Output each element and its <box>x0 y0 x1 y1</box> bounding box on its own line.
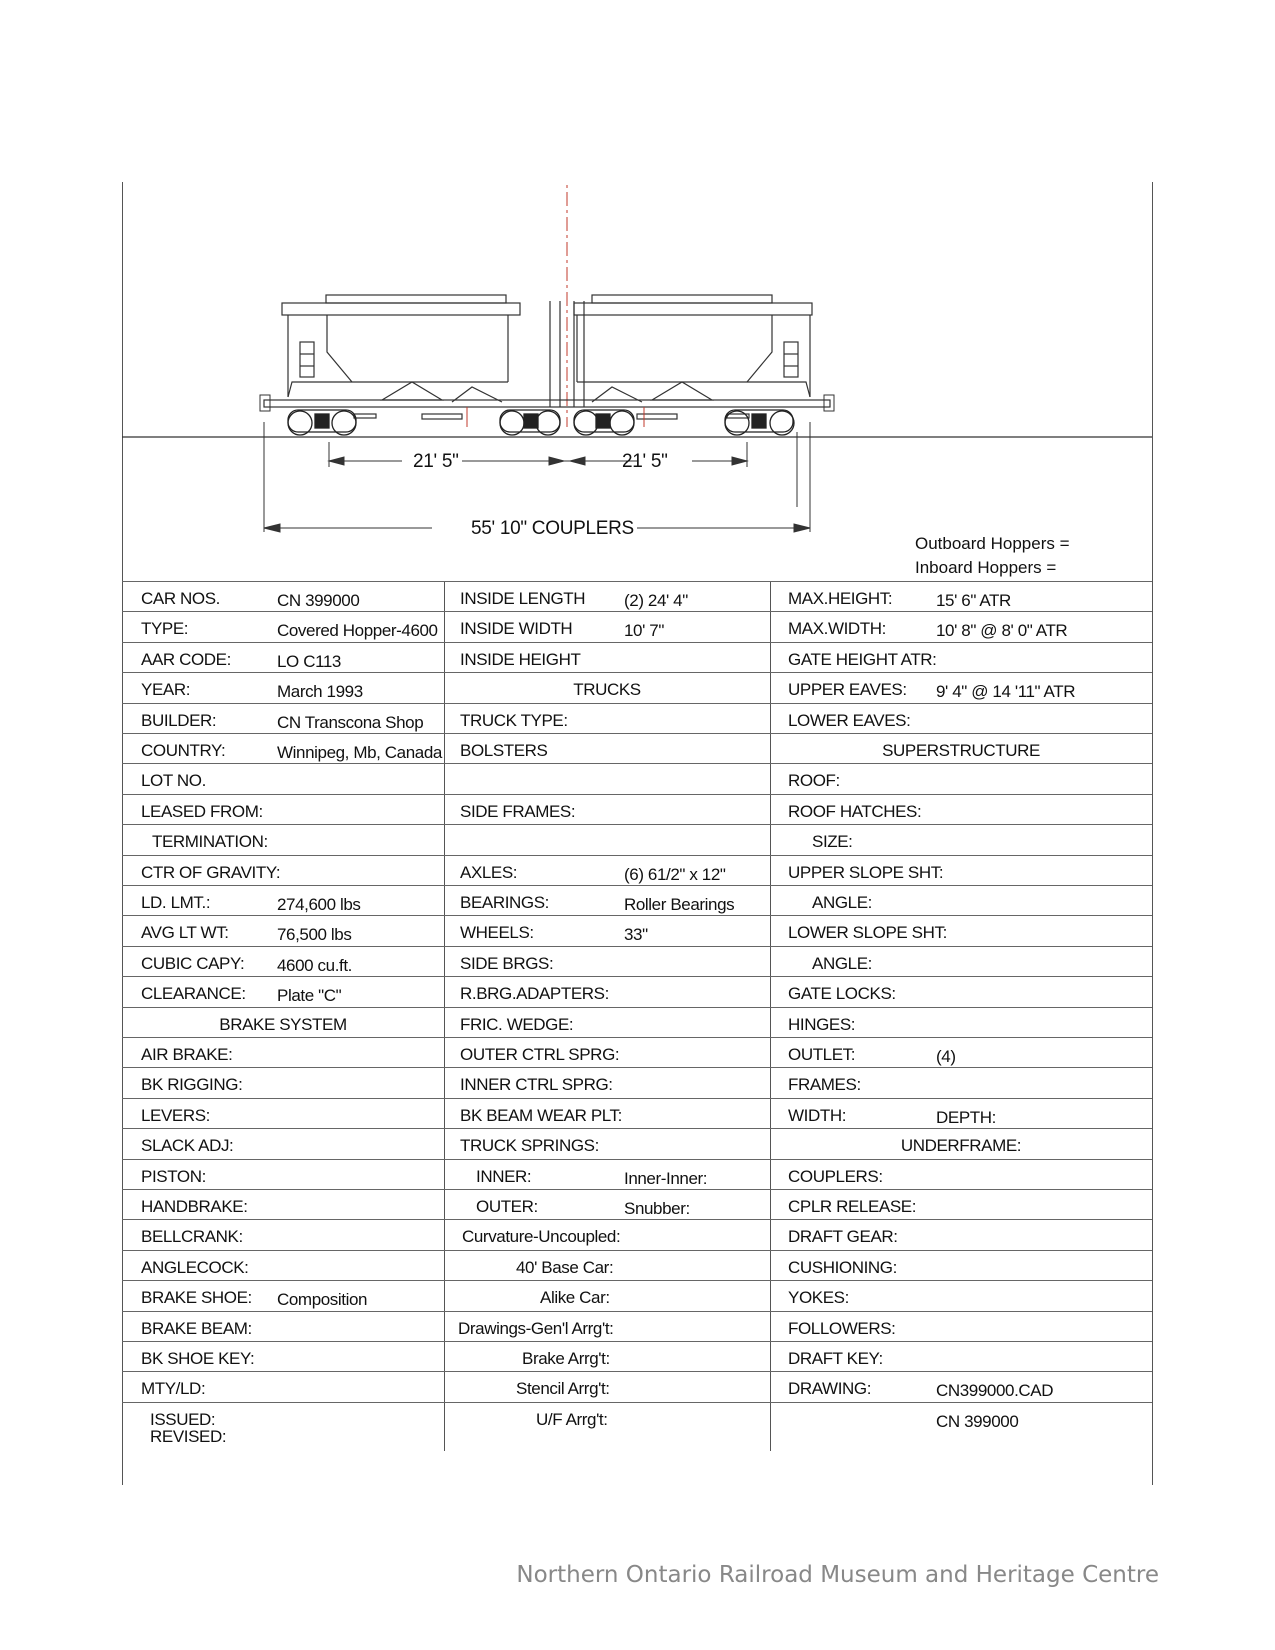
spec-label: HINGES: <box>788 1014 856 1034</box>
spec-label: OUTER CTRL SPRG: <box>460 1045 620 1064</box>
spec-label: LD. LMT.: <box>141 893 211 912</box>
spec-label: BELLCRANK: <box>141 1227 243 1247</box>
table-cell <box>444 856 770 887</box>
table-cell <box>770 1220 1152 1251</box>
spec-label: ANGLE: <box>812 893 872 912</box>
table-cell <box>122 643 444 674</box>
spec-label: MAX.HEIGHT: <box>788 589 893 608</box>
table-cell <box>444 886 770 917</box>
spec-label: INNER: <box>476 1166 532 1186</box>
spec-label: AIR BRAKE: <box>141 1045 233 1064</box>
table-row <box>122 1219 1152 1251</box>
spec-label: AXLES: <box>460 862 518 882</box>
spec-label: DRAWING: <box>788 1379 872 1399</box>
spec-label: INNER CTRL SPRG: <box>460 1075 613 1095</box>
table-row <box>122 1311 1152 1343</box>
spec-label: 40' Base Car: <box>516 1257 614 1277</box>
table-cell <box>122 1251 444 1282</box>
table-cell <box>770 1129 1152 1160</box>
spec-label: CPLR RELEASE: <box>788 1197 917 1216</box>
spec-label: UPPER SLOPE SHT: <box>788 862 944 882</box>
table-cell <box>770 856 1152 887</box>
table-cell <box>122 886 444 917</box>
table-cell <box>444 825 770 856</box>
spec-value: Inner-Inner: <box>624 1168 708 1188</box>
table-row <box>122 1402 1152 1434</box>
spec-label: UNDERFRAME: <box>900 1136 1022 1156</box>
spec-label: Alike Car: <box>540 1288 610 1308</box>
spec-label: BK RIGGING: <box>141 1075 243 1095</box>
spec-label: YEAR: <box>141 680 191 700</box>
table-cell <box>444 1342 770 1373</box>
spec-value: 4600 cu.ft. <box>277 955 352 975</box>
table-row <box>122 1067 1152 1099</box>
table-row <box>122 794 1152 826</box>
spec-label: LEASED FROM: <box>141 801 263 821</box>
table-row <box>122 976 1152 1008</box>
spec-label: PISTON: <box>141 1166 206 1186</box>
spec-label: ANGLE: <box>812 953 872 973</box>
table-row <box>122 824 1152 856</box>
spec-label: CLEARANCE: <box>141 984 246 1004</box>
table-cell <box>770 825 1152 856</box>
spec-label: SIDE BRGS: <box>460 953 554 973</box>
table-cell <box>444 977 770 1008</box>
table-row <box>122 1341 1152 1373</box>
spec-label: BOLSTERS <box>460 741 548 760</box>
spec-label: WIDTH: <box>788 1105 847 1125</box>
spec-sheet <box>122 182 1152 1485</box>
table-row <box>122 1037 1152 1069</box>
table-cell <box>444 1251 770 1282</box>
table-cell <box>444 1403 770 1434</box>
spec-label: HANDBRAKE: <box>141 1197 248 1216</box>
spec-label: BRAKE SYSTEM <box>219 1014 347 1034</box>
table-cell <box>122 1220 444 1251</box>
table-cell <box>122 582 444 613</box>
spec-value: Snubber: <box>624 1199 690 1218</box>
spec-label: REVISED: <box>150 1427 227 1447</box>
table-row <box>122 1098 1152 1130</box>
table-cell <box>122 825 444 856</box>
table-cell <box>444 1038 770 1069</box>
dimension-left-truck: 21' 5" <box>413 451 459 472</box>
spec-label: GATE HEIGHT ATR: <box>788 649 937 669</box>
table-cell <box>444 916 770 947</box>
spec-value: 33" <box>624 925 648 945</box>
table-cell <box>122 795 444 826</box>
spec-label: ROOF: <box>788 771 840 791</box>
hopper-car-svg <box>122 182 1152 582</box>
spec-label: TERMINATION: <box>152 832 268 852</box>
spec-value: DEPTH: <box>936 1107 996 1127</box>
table-cell <box>770 1038 1152 1069</box>
spec-value: 15' 6" ATR <box>936 591 1011 610</box>
spec-label: MTY/LD: <box>141 1379 206 1399</box>
car-elevation-drawing <box>122 182 1152 582</box>
spec-label: Curvature-Uncoupled: <box>462 1227 621 1247</box>
table-row <box>122 1007 1152 1039</box>
table-cell <box>770 1281 1152 1312</box>
spec-value: (2) 24' 4" <box>624 591 688 610</box>
table-cell <box>770 764 1152 795</box>
table-row <box>122 946 1152 978</box>
table-top-rule <box>122 581 1152 582</box>
spec-label: UPPER EAVES: <box>788 680 907 700</box>
table-cell <box>770 916 1152 947</box>
spec-label: CAR NOS. <box>141 589 220 608</box>
table-cell <box>444 704 770 735</box>
spec-label: AVG LT WT: <box>141 923 229 943</box>
table-cell <box>122 1342 444 1373</box>
spec-label: U/F Arrg't: <box>536 1409 608 1429</box>
table-cell <box>770 1342 1152 1373</box>
spec-label: BUILDER: <box>141 710 217 730</box>
spec-label: Drawings-Gen'l Arrg't: <box>458 1318 614 1338</box>
spec-label: SUPERSTRUCTURE <box>882 741 1040 760</box>
table-row <box>122 885 1152 917</box>
spec-label: MAX.WIDTH: <box>788 619 886 639</box>
spec-label: LOWER EAVES: <box>788 710 911 730</box>
spec-label: LOT NO. <box>141 771 206 791</box>
table-cell <box>444 1099 770 1130</box>
table-cell <box>122 1129 444 1160</box>
table-row <box>122 733 1152 765</box>
table-cell <box>770 1160 1152 1191</box>
spec-label: ROOF HATCHES: <box>788 801 922 821</box>
spec-label: LOWER SLOPE SHT: <box>788 923 947 943</box>
spec-label: INSIDE WIDTH <box>460 619 573 639</box>
table-cell <box>770 1251 1152 1282</box>
spec-value: Roller Bearings <box>624 895 735 914</box>
table-row <box>122 1280 1152 1312</box>
table-cell <box>122 1312 444 1343</box>
table-cell <box>770 673 1152 704</box>
spec-label: TRUCKS <box>573 680 641 700</box>
spec-value: 10' 7" <box>624 621 664 641</box>
spec-label: BK SHOE KEY: <box>141 1349 255 1368</box>
table-row <box>122 672 1152 704</box>
table-cell <box>444 1312 770 1343</box>
spec-label: OUTER: <box>476 1197 538 1216</box>
table-cell <box>122 673 444 704</box>
table-row <box>122 1250 1152 1282</box>
table-cell <box>444 1160 770 1191</box>
spec-value: CN Transcona Shop <box>277 712 424 732</box>
table-row <box>122 642 1152 674</box>
spec-label: FRIC. WEDGE: <box>460 1014 574 1034</box>
table-cell <box>770 886 1152 917</box>
dimension-couplers: 55' 10" COUPLERS <box>471 518 634 539</box>
table-row <box>122 581 1152 613</box>
spec-label: COUNTRY: <box>141 741 226 760</box>
spec-label: Stencil Arrg't: <box>516 1379 610 1399</box>
spec-label: SIDE FRAMES: <box>460 801 576 821</box>
spec-value: (4) <box>936 1047 956 1066</box>
spec-value: Composition <box>277 1290 368 1310</box>
spec-value: 76,500 lbs <box>277 925 352 945</box>
spec-label: BEARINGS: <box>460 893 549 912</box>
spec-label: CTR OF GRAVITY: <box>141 862 281 882</box>
spec-label: FOLLOWERS: <box>788 1318 896 1338</box>
table-cell <box>444 1372 770 1403</box>
table-cell <box>444 795 770 826</box>
table-cell <box>122 1372 444 1403</box>
spec-value: CN 399000 <box>277 591 360 610</box>
table-cell <box>770 643 1152 674</box>
table-cell <box>770 612 1152 643</box>
spec-label: DRAFT KEY: <box>788 1349 883 1368</box>
table-cell <box>770 1099 1152 1130</box>
table-cell <box>770 1008 1152 1039</box>
spec-label: SIZE: <box>812 832 853 852</box>
spec-label: OUTLET: <box>788 1045 856 1064</box>
table-cell <box>770 795 1152 826</box>
table-cell <box>122 947 444 978</box>
table-cell <box>444 612 770 643</box>
table-cell <box>444 1129 770 1160</box>
spec-value: (6) 61/2" x 12" <box>624 864 726 884</box>
table-cell <box>122 1038 444 1069</box>
spec-label: SLACK ADJ: <box>141 1136 234 1156</box>
table-row <box>122 763 1152 795</box>
spec-label: BRAKE BEAM: <box>141 1318 252 1338</box>
spec-label: BRAKE SHOE: <box>141 1288 252 1308</box>
table-cell <box>444 1190 770 1221</box>
spec-label: TYPE: <box>141 619 189 639</box>
table-cell <box>444 1008 770 1039</box>
table-cell <box>770 1068 1152 1099</box>
dimension-right-truck: 21' 5" <box>622 451 668 472</box>
spec-label: AAR CODE: <box>141 649 231 669</box>
spec-label: INSIDE HEIGHT <box>460 649 581 669</box>
table-row <box>122 1189 1152 1221</box>
table-cell <box>122 1281 444 1312</box>
table-cell <box>770 1403 1152 1434</box>
spec-label: TRUCK SPRINGS: <box>460 1136 599 1156</box>
spec-value: Covered Hopper-4600 <box>277 621 438 641</box>
hopper-note <box>915 532 1070 580</box>
table-row <box>122 611 1152 643</box>
table-cell <box>444 764 770 795</box>
table-cell <box>444 1068 770 1099</box>
spec-label: WHEELS: <box>460 923 534 943</box>
table-cell <box>770 734 1152 765</box>
spec-label: CUBIC CAPY: <box>141 953 245 973</box>
table-cell <box>444 734 770 765</box>
spec-label: Brake Arrg't: <box>522 1349 610 1368</box>
spec-label: GATE LOCKS: <box>788 984 896 1004</box>
inboard-hoppers: Inboard Hoppers = <box>915 558 1057 577</box>
table-row <box>122 1371 1152 1403</box>
spec-value: 274,600 lbs <box>277 895 361 914</box>
museum-credit: Northern Ontario Railroad Museum and Heritage Centre <box>516 1562 1159 1588</box>
table-cell <box>444 673 770 704</box>
table-cell <box>444 582 770 613</box>
table-cell <box>770 947 1152 978</box>
spec-label: CUSHIONING: <box>788 1257 897 1277</box>
spec-value: Winnipeg, Mb, Canada <box>277 743 442 762</box>
spec-value: March 1993 <box>277 682 363 702</box>
spec-value: LO C113 <box>277 651 341 671</box>
spec-label: TRUCK TYPE: <box>460 710 568 730</box>
table-cell <box>122 1008 444 1039</box>
table-cell <box>770 704 1152 735</box>
table-cell <box>122 704 444 735</box>
spec-label: ANGLECOCK: <box>141 1257 249 1277</box>
spec-label: YOKES: <box>788 1288 849 1308</box>
spec-value: CN 399000 <box>936 1411 1019 1431</box>
table-cell <box>444 1281 770 1312</box>
spec-value: 10' 8" @ 8' 0" ATR <box>936 621 1068 641</box>
table-cell <box>122 612 444 643</box>
table-row <box>122 703 1152 735</box>
spec-label: DRAFT GEAR: <box>788 1227 898 1247</box>
table-cell <box>770 977 1152 1008</box>
table-row <box>122 915 1152 947</box>
spec-label: LEVERS: <box>141 1105 211 1125</box>
spec-label: BK BEAM WEAR PLT: <box>460 1105 622 1125</box>
outboard-hoppers: Outboard Hoppers = <box>915 534 1070 553</box>
table-cell <box>122 856 444 887</box>
spec-label: COUPLERS: <box>788 1166 883 1186</box>
table-cell <box>444 643 770 674</box>
table-cell <box>122 1099 444 1130</box>
table-cell <box>122 764 444 795</box>
spec-label: R.BRG.ADAPTERS: <box>460 984 609 1004</box>
spec-label: INSIDE LENGTH <box>460 589 586 608</box>
table-cell <box>122 1160 444 1191</box>
spec-label: ISSUED: <box>150 1409 216 1429</box>
spec-label: FRAMES: <box>788 1075 861 1095</box>
spec-value: CN399000.CAD <box>936 1381 1054 1401</box>
table-cell <box>122 1190 444 1221</box>
table-cell <box>122 977 444 1008</box>
table-cell <box>770 582 1152 613</box>
table-cell <box>770 1312 1152 1343</box>
table-row <box>122 1128 1152 1160</box>
table-row <box>122 855 1152 887</box>
table-cell <box>122 734 444 765</box>
table-cell <box>770 1190 1152 1221</box>
spec-value: 9' 4" @ 14 '11" ATR <box>936 682 1076 702</box>
spec-value: Plate "C" <box>277 986 342 1006</box>
table-cell <box>122 916 444 947</box>
table-cell <box>444 947 770 978</box>
table-cell <box>444 1220 770 1251</box>
table-row <box>122 1159 1152 1191</box>
table-cell <box>122 1068 444 1099</box>
table-cell <box>770 1372 1152 1403</box>
right-border <box>1152 182 1153 1485</box>
